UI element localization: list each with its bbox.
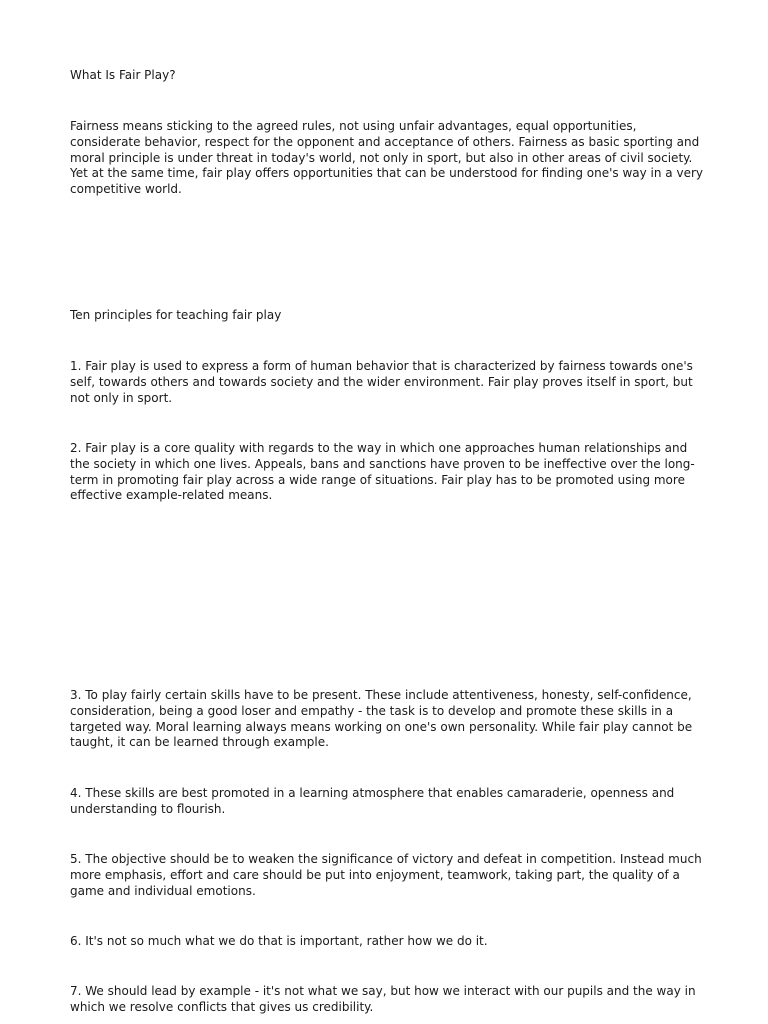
- principle-6: 6. It's not so much what we do that is important, rather how we do it.: [70, 934, 488, 948]
- principle-1: 1. Fair play is used to express a form of human behavior that is characterized by fairness towards one's self, towards others and towards society and the wider environment. Fair play proves itself in sport, but not only in sport.: [70, 359, 693, 405]
- principle-7: 7. We should lead by example - it's not what we say, but how we interact with our pupils and the way in which we resolve conflicts that gives us credibility.: [70, 984, 696, 1014]
- section-heading: Ten principles for teaching fair play: [70, 308, 282, 322]
- principle-2: 2. Fair play is a core quality with regards to the way in which one approaches human relationships and the society in which one lives. Appeals, bans and sanctions have proven to be ineffective over the long-term in promoting fair play across a wide range of situations. Fair play has to be promoted using more effective example-related means.: [70, 441, 695, 503]
- intro-paragraph: Fairness means sticking to the agreed rules, not using unfair advantages, equal opportunities, considerate behavior, respect for the opponent and acceptance of others. Fairness as basic sporting and moral principle is under threat in today's world, not only in sport, but also in other areas of civil society. Yet at the same time, fair play offers opportunities that can be understood for finding one's way in a very competitive world.: [70, 119, 703, 197]
- principle-5: 5. The objective should be to weaken the significance of victory and defeat in competition. Instead much more emphasis, effort and care should be put into enjoyment, teamwork, taking part, the quality of a game and individual emotions.: [70, 852, 702, 898]
- document-title: What Is Fair Play?: [70, 68, 176, 82]
- principle-3: 3. To play fairly certain skills have to be present. These include attentiveness, honesty, self-confidence, consideration, being a good loser and empathy - the task is to develop and promote these skills in a targeted way. Moral learning always means working on one's own personality. While fair play cannot be taught, it can be learned through example.: [70, 688, 693, 750]
- principle-4: 4. These skills are best promoted in a learning atmosphere that enables camaraderie, openness and understanding to flourish.: [70, 786, 675, 816]
